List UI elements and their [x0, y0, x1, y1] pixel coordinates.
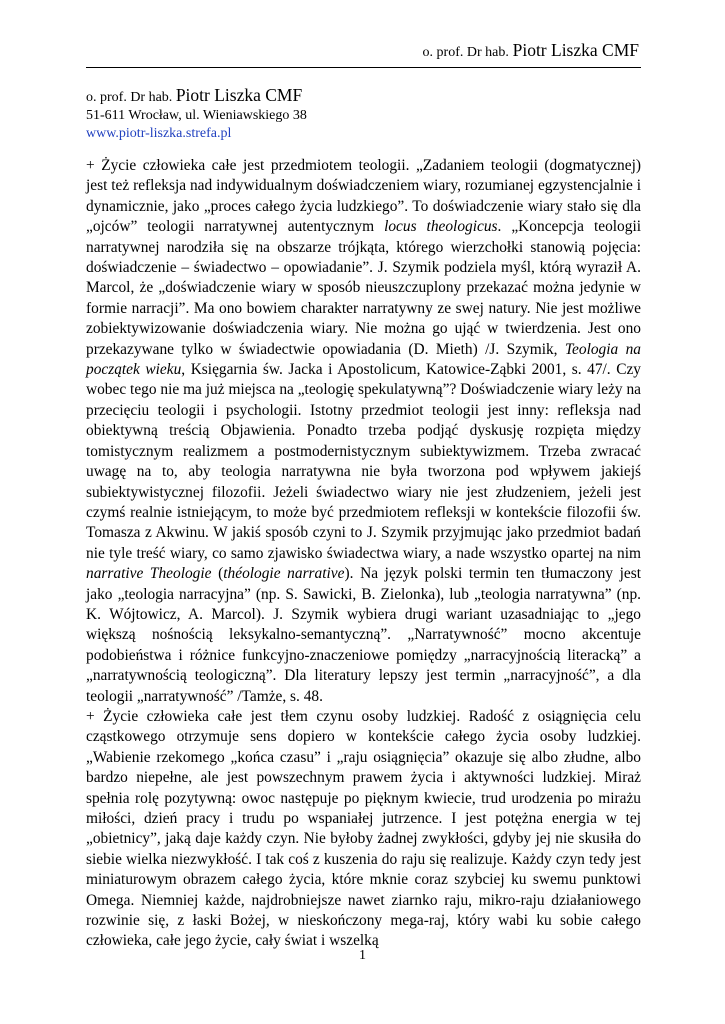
page-number: 1 [359, 948, 366, 963]
author-title-prefix: o. prof. Dr hab. [86, 90, 173, 105]
body-paragraph [86, 156, 641, 707]
body-paragraph [86, 707, 641, 952]
italic-text: théologie narrative [223, 565, 345, 583]
italic-text: narrative Theologie [86, 565, 212, 583]
paragraph-text: . „Koncepcja teologii narratywnej narodziła się na obszarze trójkąta, którego wierzchołki stanowią pojęcia: doświadczenie – świadectwo – opowiadanie”. J. Szymik podziela myśl, którą wyraził A. Marcol, że „doświadczenie wiary w sposób nieuszczuplony przekazać można jedynie w formie narracji”. Ma ono bowiem charakter narratywny ze swej natury. Nie jest możliwe zobiektywizowanie doświadczenia wiary. Nie można go ująć w twierdzenia. Jest ono przekazywane tylko w świadectwie opowiadania (D. Mieth) /J. Szymik, [86, 218, 641, 358]
paragraph-text: + Życie człowieka całe jest tłem czynu osoby ludzkiej. Radość z osiągnięcia celu cząstkowego otrzymuje sens dopiero w kontekście całego życia osoby ludzkiej. „Wabienie rzekomego „końca czasu” i „raju osiągnięcia” okazuje się albo złudne, albo bardzo niepełne, ale jest powszechnym prawem życia i aktywności ludzkiej. Miraż spełnia rolę pozytywną: owoc następuje po pięknym kwiecie, trud urodzenia po mirażu miłości, dzień pracy i trudu po wspaniałej jutrzence. I jest potężna energia w tej „obietnicy”, jaką daje każdy czyn. Nie byłoby żadnej zwykłości, gdyby jej nie skusiła do siebie wielka niezwykłość. I tak coś z kuszenia do raju się realizuje. Każdy czyn tedy jest miniaturowym obrazem całego życia, które mknie coraz szybciej ku swemu punktowi Omega. Niemniej każde, najdrobniejsze nawet ziarnko raju, mikro-raju działaniowego rozwinie się, z łaski Bożej, w nieskończony mega-raj, który wabi ku sobie całego człowieka, całe jego życie, cały świat i wszelką [86, 707, 641, 950]
author-website-link[interactable]: www.piotr-liszka.strefa.pl [86, 126, 232, 141]
paragraph-text: ). Na język polski termin ten tłumaczony jest jako „teologia narracyjna” (np. S. Sawicki, B. Zielonka), lub „teologia narratywna” (np. K. Wójtowicz, A. Marcol). J. Szymik wybiera drugi wariant uzasadniając to „jego większą nośnością leksykalno-semantyczną”. „Narratywność” mocno akcentuje podobieństwa i różnice funkcyjno-znaczeniowe pomiędzy „narracyjnością literacką” a „narratywnością teologiczną”. Dla literatury lepszy jest termin „narracyjność”, a dla teologii „narratywność” /Tamże, s. 48. [86, 565, 641, 705]
paragraph-text: ( [211, 565, 224, 583]
running-header [423, 41, 639, 62]
paragraph-text: , Księgarnia św. Jacka i Apostolicum, Katowice-Ząbki 2001, s. 47/. Czy wobec tego nie ma już miejsca na „teologię spekulatywną”? Doświadczenie wiary leży na przecięciu teologii i psychologii. Istotny przedmiot teologii jest inny: refleksja nad obiektywną treścią Objawienia. Ponadto trzeba podjąć dyskusję rozpięta między tomistycznym realizmem a postmodernistycznym subiektywizmem. Trzeba zwracać uwagę na to, aby teologia narratywna nie była tworzona pod wpływem jakiejś subiektywistycznej filozofii. Jeżeli świadectwo wiary nie jest złudzeniem, jeżeli jest czymś realnie istniejącym, to może być przedmiotem refleksji w kontekście filozofii św. Tomasza z Akwinu. W jakiś sposób czyni to J. Szymik przyjmując jako przedmiot badań nie tyle treść wiary, co samo zjawisko świadectwa wiary, a nade wszystko opartej na nim [86, 361, 641, 562]
italic-text: locus theologicus [384, 218, 498, 236]
author-address: 51-611 Wrocław, ul. Wieniawskiego 38 [86, 108, 307, 123]
author-name: Piotr Liszka CMF [175, 85, 303, 105]
paragraph-text: + Życie człowieka całe jest przedmiotem teologii. „Zadaniem teologii (dogmatycznej) jest też refleksja nad indywidualnym doświadczeniem wiary, rozumianej egzystencjalnie i dynamicznie, jako „proces całego życia ludzkiego”. To doświadczenie wiary stało się dla „ojców” teologii narratywnej autentycznym [86, 157, 641, 236]
italic-text: Teologia na początek wieku [86, 340, 641, 379]
author-block [86, 86, 307, 143]
body-text [86, 156, 641, 952]
author-title-line [86, 86, 307, 107]
header-divider [86, 67, 641, 68]
header-title-prefix: o. prof. Dr hab. [422, 45, 509, 60]
header-author-name: Piotr Liszka CMF [512, 40, 639, 60]
